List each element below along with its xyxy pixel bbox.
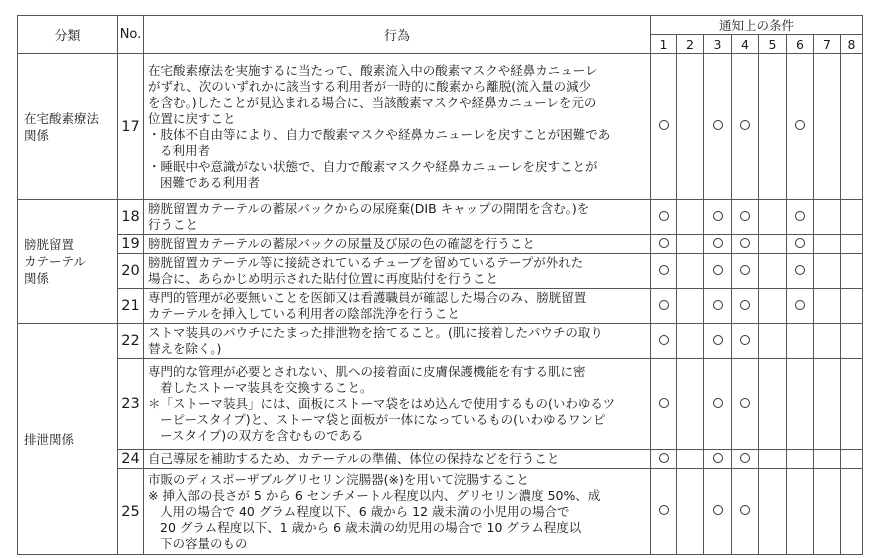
condition-cell-6 bbox=[787, 200, 814, 235]
action-line: 膀胱留置カテーテル等に接続されているチューブを留めているテープが外れた bbox=[148, 255, 584, 270]
medical-care-table bbox=[17, 15, 863, 555]
condition-cell-4 bbox=[732, 200, 759, 235]
circle-mark-icon bbox=[659, 265, 669, 275]
condition-cell-5 bbox=[759, 54, 787, 200]
action-description bbox=[144, 359, 651, 450]
action-description bbox=[144, 450, 651, 469]
action-line: カテーテルを挿入している利用者の陰部洗浄を行うこと bbox=[148, 306, 460, 321]
action-line: ースタイプ)の双方を含むものである bbox=[160, 428, 364, 443]
circle-mark-icon bbox=[659, 505, 669, 515]
circle-mark-icon bbox=[659, 398, 669, 408]
action-line: 専門的管理が必要無いことを医師又は看護職員が確認した場合のみ、膀胱留置 bbox=[148, 290, 587, 305]
condition-cell-1 bbox=[651, 450, 677, 469]
condition-cell-3 bbox=[704, 324, 732, 359]
row-number: 18 bbox=[118, 200, 144, 235]
condition-cell-3 bbox=[704, 469, 732, 555]
condition-cell-4 bbox=[732, 359, 759, 450]
action-line: がずれ、次のいずれかに該当する利用者が一時的に酸素から離脱(流入量の減少 bbox=[148, 78, 592, 94]
condition-cell-8 bbox=[841, 200, 863, 235]
condition-number: 2 bbox=[677, 35, 704, 54]
circle-mark-icon bbox=[795, 120, 805, 130]
circle-mark-icon bbox=[659, 211, 669, 221]
category-label: 排泄関係 bbox=[24, 431, 75, 447]
action-description bbox=[144, 235, 651, 254]
condition-cell-2 bbox=[677, 469, 704, 555]
action-line: ーピースタイプ)と、ストーマ袋と面板が一体になっているもの(いわゆるワンピ bbox=[160, 412, 606, 427]
condition-cell-7 bbox=[814, 235, 841, 254]
condition-cell-6 bbox=[787, 469, 814, 555]
action-line: 在宅酸素療法を実施するに当たって、酸素流入中の酸素マスクや経鼻カニューレ bbox=[148, 62, 598, 78]
table-row bbox=[18, 289, 863, 324]
table-row bbox=[18, 469, 863, 555]
condition-cell-8 bbox=[841, 469, 863, 555]
condition-cell-4 bbox=[732, 254, 759, 289]
circle-mark-icon bbox=[713, 265, 723, 275]
condition-cell-4 bbox=[732, 469, 759, 555]
action-line: 着したストーマ装具を交換すること。 bbox=[160, 380, 373, 395]
circle-mark-icon bbox=[713, 211, 723, 221]
header-category: 分類 bbox=[18, 16, 118, 54]
action-line: 専門的な管理が必要とされない、肌への接着面に皮膚保護機能を有する肌に密 bbox=[148, 364, 586, 379]
condition-number: 1 bbox=[651, 35, 677, 54]
action-line: 困難である利用者 bbox=[160, 174, 261, 190]
condition-cell-4 bbox=[732, 450, 759, 469]
category-cell bbox=[18, 54, 118, 200]
condition-cell-8 bbox=[841, 450, 863, 469]
action-line: ・肢体不自由等により、自力で酸素マスクや経鼻カニューレを戻すことが困難であ bbox=[148, 126, 611, 142]
condition-cell-2 bbox=[677, 54, 704, 200]
action-description bbox=[144, 289, 651, 324]
action-line: 行うこと bbox=[148, 217, 199, 232]
row-number: 21 bbox=[118, 289, 144, 324]
condition-cell-8 bbox=[841, 324, 863, 359]
action-line: 市販のディスポーザブルグリセリン浣腸器(※)を用いて浣腸すること bbox=[148, 471, 529, 487]
circle-mark-icon bbox=[795, 300, 805, 310]
condition-cell-1 bbox=[651, 200, 677, 235]
table-row bbox=[18, 200, 863, 235]
action-line: 膀胱留置カテーテルの蓄尿バックの尿量及び尿の色の確認を行うこと bbox=[148, 236, 535, 251]
circle-mark-icon bbox=[713, 398, 723, 408]
action-description bbox=[144, 469, 651, 555]
condition-cell-1 bbox=[651, 469, 677, 555]
action-line: 20 グラム程度以下、1 歳から 6 歳未満の幼児用の場合で 10 グラム程度以 bbox=[160, 519, 582, 535]
condition-cell-3 bbox=[704, 200, 732, 235]
condition-cell-2 bbox=[677, 289, 704, 324]
row-number: 23 bbox=[118, 359, 144, 450]
condition-cell-3 bbox=[704, 359, 732, 450]
table-row bbox=[18, 450, 863, 469]
action-line: 替えを除く。) bbox=[148, 341, 222, 356]
row-number: 22 bbox=[118, 324, 144, 359]
circle-mark-icon bbox=[659, 300, 669, 310]
condition-number: 8 bbox=[841, 35, 863, 54]
condition-cell-4 bbox=[732, 324, 759, 359]
condition-cell-2 bbox=[677, 200, 704, 235]
circle-mark-icon bbox=[659, 120, 669, 130]
circle-mark-icon bbox=[713, 120, 723, 130]
action-description bbox=[144, 54, 651, 200]
condition-cell-1 bbox=[651, 254, 677, 289]
table-row bbox=[18, 254, 863, 289]
condition-cell-4 bbox=[732, 235, 759, 254]
circle-mark-icon bbox=[740, 398, 750, 408]
condition-number: 7 bbox=[814, 35, 841, 54]
condition-cell-6 bbox=[787, 359, 814, 450]
action-line: ストマ装具のパウチにたまった排泄物を捨てること。(肌に接着したパウチの取り bbox=[148, 325, 603, 340]
row-number: 20 bbox=[118, 254, 144, 289]
condition-cell-1 bbox=[651, 324, 677, 359]
condition-cell-3 bbox=[704, 450, 732, 469]
condition-cell-1 bbox=[651, 289, 677, 324]
category-label: カテーテル bbox=[24, 254, 86, 269]
circle-mark-icon bbox=[740, 211, 750, 221]
condition-cell-7 bbox=[814, 359, 841, 450]
action-line: を含む。)したことが見込まれる場合に、当該酸素マスクや経鼻カニューレを元の bbox=[148, 94, 597, 110]
action-line: 人用の場合で 40 グラム程度以下、6 歳から 12 歳未満の小児用の場合で bbox=[160, 503, 570, 519]
circle-mark-icon bbox=[713, 453, 723, 463]
action-line: ※ 挿入部の長さが 5 から 6 センチメートル程度以内、グリセリン濃度 50%、成 bbox=[148, 487, 601, 503]
condition-cell-1 bbox=[651, 54, 677, 200]
circle-mark-icon bbox=[659, 453, 669, 463]
action-line: ・睡眠中や意識がない状態で、自力で酸素マスクや経鼻カニューレを戻すことが bbox=[148, 158, 598, 174]
category-label: 在宅酸素療法 bbox=[24, 110, 100, 126]
row-number: 19 bbox=[118, 235, 144, 254]
condition-number: 6 bbox=[787, 35, 814, 54]
circle-mark-icon bbox=[713, 335, 723, 345]
circle-mark-icon bbox=[713, 505, 723, 515]
condition-cell-5 bbox=[759, 235, 787, 254]
condition-cell-8 bbox=[841, 54, 863, 200]
condition-cell-8 bbox=[841, 254, 863, 289]
action-line: 自己導尿を補助するため、カテーテルの準備、体位の保持などを行うこと bbox=[148, 451, 560, 466]
condition-cell-2 bbox=[677, 450, 704, 469]
condition-cell-2 bbox=[677, 254, 704, 289]
condition-cell-6 bbox=[787, 289, 814, 324]
condition-cell-1 bbox=[651, 235, 677, 254]
condition-cell-7 bbox=[814, 200, 841, 235]
table-row bbox=[18, 54, 863, 200]
header-no: No. bbox=[118, 16, 144, 54]
table-row bbox=[18, 359, 863, 450]
action-line: 場合に、あらかじめ明示された貼付位置に再度貼付を行うこと bbox=[148, 271, 499, 286]
circle-mark-icon bbox=[740, 300, 750, 310]
condition-cell-6 bbox=[787, 450, 814, 469]
action-description bbox=[144, 324, 651, 359]
circle-mark-icon bbox=[713, 238, 723, 248]
circle-mark-icon bbox=[740, 120, 750, 130]
condition-cell-2 bbox=[677, 235, 704, 254]
circle-mark-icon bbox=[659, 238, 669, 248]
category-label: 関係 bbox=[24, 127, 50, 143]
category-cell bbox=[18, 324, 118, 555]
circle-mark-icon bbox=[740, 335, 750, 345]
table-row bbox=[18, 324, 863, 359]
circle-mark-icon bbox=[740, 238, 750, 248]
circle-mark-icon bbox=[659, 335, 669, 345]
row-number: 25 bbox=[118, 469, 144, 555]
condition-cell-7 bbox=[814, 450, 841, 469]
table-row bbox=[18, 235, 863, 254]
action-line: る利用者 bbox=[160, 142, 211, 158]
condition-cell-7 bbox=[814, 54, 841, 200]
circle-mark-icon bbox=[713, 300, 723, 310]
condition-cell-7 bbox=[814, 324, 841, 359]
condition-cell-3 bbox=[704, 289, 732, 324]
action-line: 位置に戻すこと bbox=[148, 110, 236, 126]
condition-cell-5 bbox=[759, 289, 787, 324]
action-line: 膀胱留置カテーテルの蓄尿バックからの尿廃棄(DIB キャップの開閉を含む。)を bbox=[148, 201, 590, 216]
condition-number: 5 bbox=[759, 35, 787, 54]
condition-cell-3 bbox=[704, 235, 732, 254]
row-number: 17 bbox=[118, 54, 144, 200]
condition-cell-3 bbox=[704, 254, 732, 289]
category-cell bbox=[18, 200, 118, 324]
condition-cell-5 bbox=[759, 200, 787, 235]
action-description bbox=[144, 254, 651, 289]
header-action: 行為 bbox=[144, 16, 651, 54]
condition-cell-8 bbox=[841, 235, 863, 254]
condition-cell-6 bbox=[787, 324, 814, 359]
action-description bbox=[144, 200, 651, 235]
category-label: 関係 bbox=[24, 271, 50, 286]
condition-cell-3 bbox=[704, 54, 732, 200]
condition-cell-6 bbox=[787, 235, 814, 254]
condition-cell-6 bbox=[787, 254, 814, 289]
condition-cell-6 bbox=[787, 54, 814, 200]
condition-cell-5 bbox=[759, 324, 787, 359]
circle-mark-icon bbox=[795, 211, 805, 221]
condition-cell-2 bbox=[677, 324, 704, 359]
condition-cell-7 bbox=[814, 254, 841, 289]
header-conditions: 通知上の条件 bbox=[651, 16, 863, 35]
category-label: 膀胱留置 bbox=[24, 237, 75, 252]
circle-mark-icon bbox=[740, 265, 750, 275]
condition-cell-4 bbox=[732, 289, 759, 324]
row-number: 24 bbox=[118, 450, 144, 469]
condition-number: 3 bbox=[704, 35, 732, 54]
condition-cell-5 bbox=[759, 359, 787, 450]
circle-mark-icon bbox=[740, 453, 750, 463]
condition-cell-8 bbox=[841, 289, 863, 324]
condition-cell-5 bbox=[759, 254, 787, 289]
condition-cell-4 bbox=[732, 54, 759, 200]
condition-cell-1 bbox=[651, 359, 677, 450]
condition-cell-8 bbox=[841, 359, 863, 450]
condition-cell-5 bbox=[759, 450, 787, 469]
circle-mark-icon bbox=[795, 238, 805, 248]
condition-number: 4 bbox=[732, 35, 759, 54]
condition-cell-7 bbox=[814, 289, 841, 324]
condition-cell-5 bbox=[759, 469, 787, 555]
circle-mark-icon bbox=[795, 265, 805, 275]
action-line: ＊「ストーマ装具」には、面板にストーマ袋をはめ込んで使用するもの(いわゆるツ bbox=[148, 396, 616, 411]
circle-mark-icon bbox=[740, 505, 750, 515]
condition-cell-2 bbox=[677, 359, 704, 450]
action-line: 下の容量のもの bbox=[160, 535, 248, 551]
condition-cell-7 bbox=[814, 469, 841, 555]
